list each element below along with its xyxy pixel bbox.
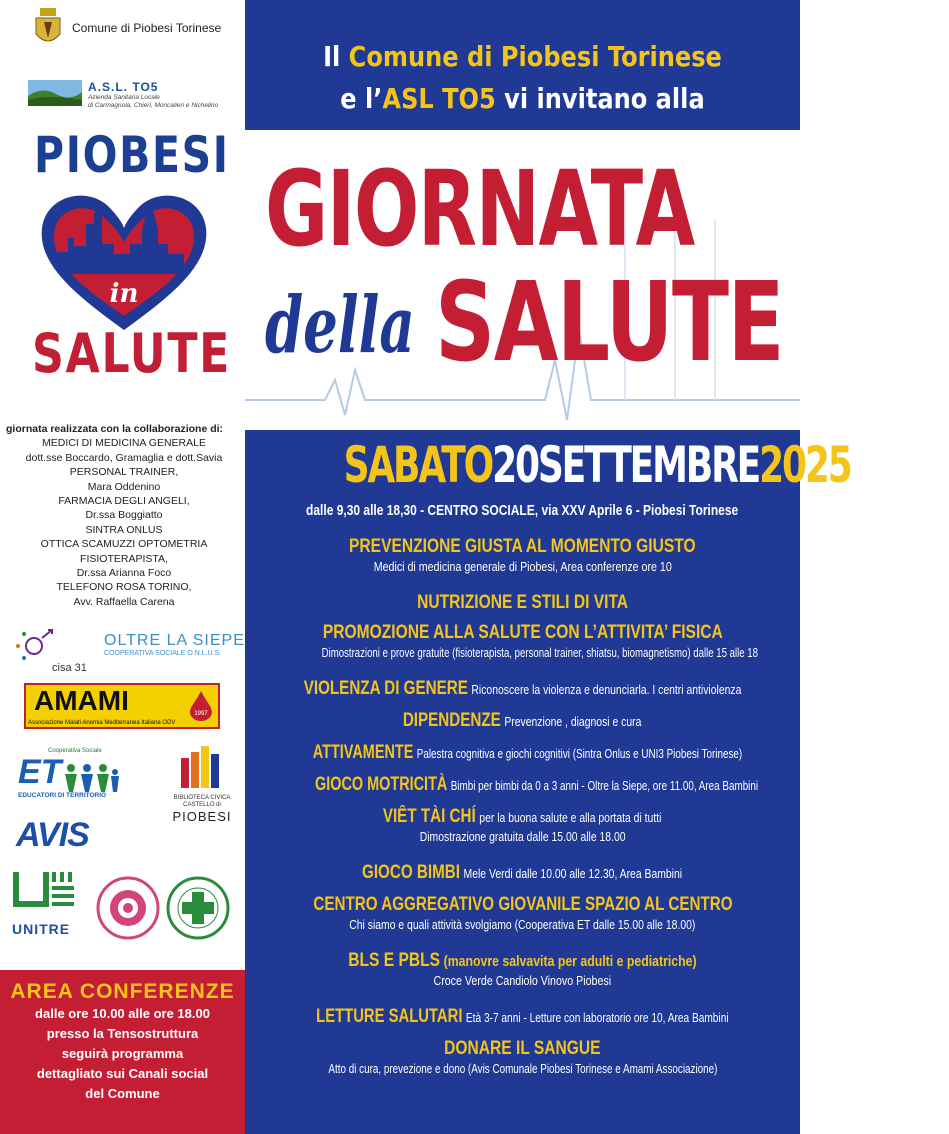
item-desc: Mele Verdi dalle 10.00 alle 12.30, Area Bambini bbox=[463, 866, 683, 881]
asl-name: A.S.L. TO5 bbox=[88, 80, 159, 94]
header-text: Il bbox=[323, 40, 349, 73]
amami-sub: Associazione Malati Anemia Mediterranea Italiana ODV bbox=[28, 720, 176, 726]
program-item bbox=[245, 678, 800, 710]
amami-year: 1997 bbox=[194, 711, 208, 717]
collab-line: TELEFONO ROSA TORINO, bbox=[56, 581, 192, 594]
collaborators-list bbox=[6, 422, 242, 609]
item-desc: Prevenzione , diagnosi e cura bbox=[504, 714, 642, 729]
et-sub: EDUCATORI DI TERRITORIO bbox=[18, 792, 107, 799]
collab-title: giornata realizzata con la collaborazione di: bbox=[6, 423, 224, 435]
date-year: 2025 bbox=[759, 436, 851, 494]
program-item bbox=[245, 828, 800, 862]
area-line: dettagliato sui Canali social bbox=[36, 1066, 209, 1081]
item-title: CENTRO AGGREGATIVO GIOVANILE SPAZIO AL CENTRO bbox=[312, 894, 733, 915]
cisa-label bbox=[52, 658, 87, 676]
people-icon bbox=[63, 762, 119, 792]
collab-line: Mara Oddenino bbox=[87, 480, 161, 493]
item-desc: Croce Verde Candiolo Vinovo Piobesi bbox=[433, 973, 612, 988]
croce-verde-logo bbox=[166, 876, 230, 945]
item-title: GIOCO BIMBI bbox=[362, 862, 461, 883]
time-place-text: dalle 9,30 alle 18,30 - CENTRO SOCIALE, via XXV Aprile 6 - Piobesi Torinese bbox=[306, 502, 739, 519]
invite-header bbox=[245, 0, 800, 130]
program-item bbox=[245, 622, 800, 644]
telefono-rosa-seal-icon bbox=[96, 876, 160, 940]
date-day: SABATO bbox=[343, 436, 493, 494]
area-conferenze-box bbox=[0, 970, 245, 1134]
logo-in-text: in bbox=[109, 279, 139, 309]
comune-header bbox=[32, 8, 221, 48]
program-item bbox=[245, 1038, 800, 1060]
item-title: PREVENZIONE GIUSTA AL MOMENTO GIUSTO bbox=[349, 536, 696, 557]
program-item bbox=[245, 774, 800, 806]
unitre-logo bbox=[12, 870, 92, 937]
program-item bbox=[245, 950, 800, 972]
item-title: LETTURE SALUTARI bbox=[316, 1006, 463, 1027]
collab-line: MEDICI DI MEDICINA GENERALE bbox=[42, 437, 206, 450]
item-desc: Chi siamo e quali attività svolgiamo (Cooperativa ET dalle 15.00 alle 18.00) bbox=[349, 917, 696, 932]
program-item bbox=[245, 1060, 800, 1082]
item-title: VIÊT TÀI CHÍ bbox=[383, 806, 477, 827]
comune-name: Comune di Piobesi Torinese bbox=[72, 21, 222, 35]
oltre-name: OLTRE LA SIEPE bbox=[104, 632, 245, 649]
item-desc: Atto di cura, prevezione e dono (Avis Comunale Piobesi Torinese e Amami Associazione) bbox=[327, 1061, 717, 1076]
comune-crest-icon bbox=[32, 8, 64, 48]
program-item bbox=[245, 644, 800, 678]
asl-subtitle-1: Azienda Sanitaria Locale bbox=[88, 94, 160, 101]
unitre-name: UNITRE bbox=[12, 921, 71, 937]
amami-name: AMAMI bbox=[34, 685, 129, 716]
biblioteca-logo bbox=[162, 744, 242, 824]
program-item bbox=[245, 916, 800, 950]
item-title: BLS E PBLS bbox=[348, 950, 441, 971]
event-date bbox=[245, 436, 851, 494]
title-della: della bbox=[265, 280, 415, 371]
collab-line: Avv. Raffaella Carena bbox=[73, 595, 175, 608]
area-line: del Comune bbox=[85, 1086, 160, 1101]
area-title: AREA CONFERENZE bbox=[10, 980, 235, 1003]
item-desc: Medici di medicina generale di Piobesi, Area conferenze ore 10 bbox=[373, 559, 672, 574]
time-place bbox=[245, 502, 800, 519]
oltre-sub: COOPERATIVA SOCIALE O.N.L.U.S. bbox=[104, 650, 222, 657]
biblio-line-2: CASTELLO di bbox=[183, 802, 221, 808]
program-item bbox=[245, 862, 800, 894]
program-item bbox=[245, 558, 800, 592]
area-line: presso la Tensostruttura bbox=[46, 1026, 199, 1041]
area-line: dalle ore 10.00 alle ore 18.00 bbox=[35, 1006, 210, 1021]
item-desc: Età 3-7 anni - Letture con laboratorio ore 10, Area Bambini bbox=[466, 1010, 729, 1025]
logo-salute-text: SALUTE bbox=[32, 322, 232, 385]
program-panel bbox=[245, 430, 851, 1134]
item-title: DIPENDENZE bbox=[403, 710, 502, 731]
asl-subtitle-2: di Carmagnola, Chieri, Moncalieri e Nichelino bbox=[88, 102, 219, 109]
collab-line: Dr.ssa Boggiatto bbox=[85, 509, 163, 522]
blood-drop-icon bbox=[190, 691, 212, 721]
date-daymonth: 20SETTEMBRE bbox=[492, 436, 760, 494]
header-highlight: ASL TO5 bbox=[382, 82, 496, 115]
biblio-line-3: PIOBESI bbox=[172, 809, 232, 824]
collab-line: FISIOTERAPISTA, bbox=[80, 552, 168, 565]
header-highlight: Comune di Piobesi Torinese bbox=[348, 40, 722, 73]
logo-piobesi-text: PIOBESI bbox=[34, 126, 230, 184]
item-title: GIOCO MOTRICITÀ bbox=[314, 774, 448, 795]
unitre-mark-icon bbox=[12, 870, 82, 916]
collab-line: dott.sse Boccardo, Gramaglia e dott.Savia bbox=[25, 451, 223, 464]
program-item bbox=[245, 894, 800, 916]
item-desc: per la buona salute e alla portata di tutti bbox=[479, 810, 662, 825]
collab-line: Dr.ssa Arianna Foco bbox=[76, 567, 172, 580]
program-item bbox=[245, 592, 800, 622]
program-item bbox=[245, 806, 800, 828]
item-title: PROMOZIONE ALLA SALUTE CON L’ATTIVITA’ FISICA bbox=[322, 622, 723, 643]
title-salute: SALUTE bbox=[435, 258, 784, 386]
item-desc: Dimostrazione gratuita dalle 15.00 alle 18.00 bbox=[419, 829, 626, 844]
collab-line: SINTRA ONLUS bbox=[85, 523, 163, 536]
program-item bbox=[245, 742, 800, 774]
castle-books-icon bbox=[177, 744, 227, 790]
program-list bbox=[245, 536, 800, 1082]
header-text: vi invitano alla bbox=[495, 82, 705, 115]
program-item bbox=[245, 536, 800, 558]
left-column bbox=[0, 0, 245, 1134]
header-line-2 bbox=[284, 78, 761, 120]
item-subtitle: (manovre salvavita per adulti e pediatriche) bbox=[443, 953, 697, 970]
biblio-line-1: BIBLIOTECA CIVICA bbox=[173, 795, 231, 801]
item-title: NUTRIZIONE E STILI DI VITA bbox=[417, 592, 628, 613]
asl-header bbox=[28, 80, 218, 110]
asl-landscape-icon bbox=[28, 80, 82, 106]
title-area bbox=[245, 130, 800, 430]
header-text: e l’ bbox=[340, 82, 383, 115]
program-item bbox=[245, 710, 800, 742]
item-title: VIOLENZA DI GENERE bbox=[303, 678, 468, 699]
header-line-1 bbox=[284, 36, 761, 78]
cisa-text: cisa 31 bbox=[52, 662, 87, 674]
et-logo bbox=[18, 748, 118, 799]
item-title: ATTIVAMENTE bbox=[312, 742, 414, 763]
et-coop: Cooperativa Sociale bbox=[48, 748, 102, 754]
program-item bbox=[245, 972, 800, 1006]
item-desc: Dimostrazioni e prove gratuite (fisioterapista, personal trainer, shiatsu, biomagnetismo) dalle 15 alle 18 bbox=[321, 645, 758, 660]
title-giornata: GIORNATA bbox=[265, 148, 694, 270]
item-desc: Palestra cognitiva e giochi cognitivi (Sintra Onlus e UNI3 Piobesi Torinese) bbox=[416, 746, 743, 761]
collab-line: FARMACIA DEGLI ANGELI, bbox=[58, 495, 190, 508]
item-title: DONARE IL SANGUE bbox=[444, 1038, 601, 1059]
amami-logo bbox=[24, 683, 220, 729]
area-line: seguirà programma bbox=[61, 1046, 184, 1061]
item-desc: Riconoscere la violenza e denunciarla. I centri antiviolenza bbox=[471, 682, 742, 697]
collab-line: PERSONAL TRAINER, bbox=[69, 466, 179, 479]
program-item bbox=[245, 1006, 800, 1038]
croce-verde-seal-icon bbox=[166, 876, 230, 940]
heart-skyline-icon bbox=[34, 184, 214, 334]
et-name: ET bbox=[18, 753, 62, 791]
oltre-la-siepe-logo bbox=[104, 632, 245, 657]
avis-logo: AVIS bbox=[16, 816, 89, 854]
collab-line: OTTICA SCAMUZZI OPTOMETRIA bbox=[40, 538, 208, 551]
telefono-rosa-logo bbox=[96, 876, 160, 945]
item-desc: Bimbi per bimbi da 0 a 3 anni - Oltre la Siepe, ore 11.00, Area Bambini bbox=[450, 778, 759, 793]
